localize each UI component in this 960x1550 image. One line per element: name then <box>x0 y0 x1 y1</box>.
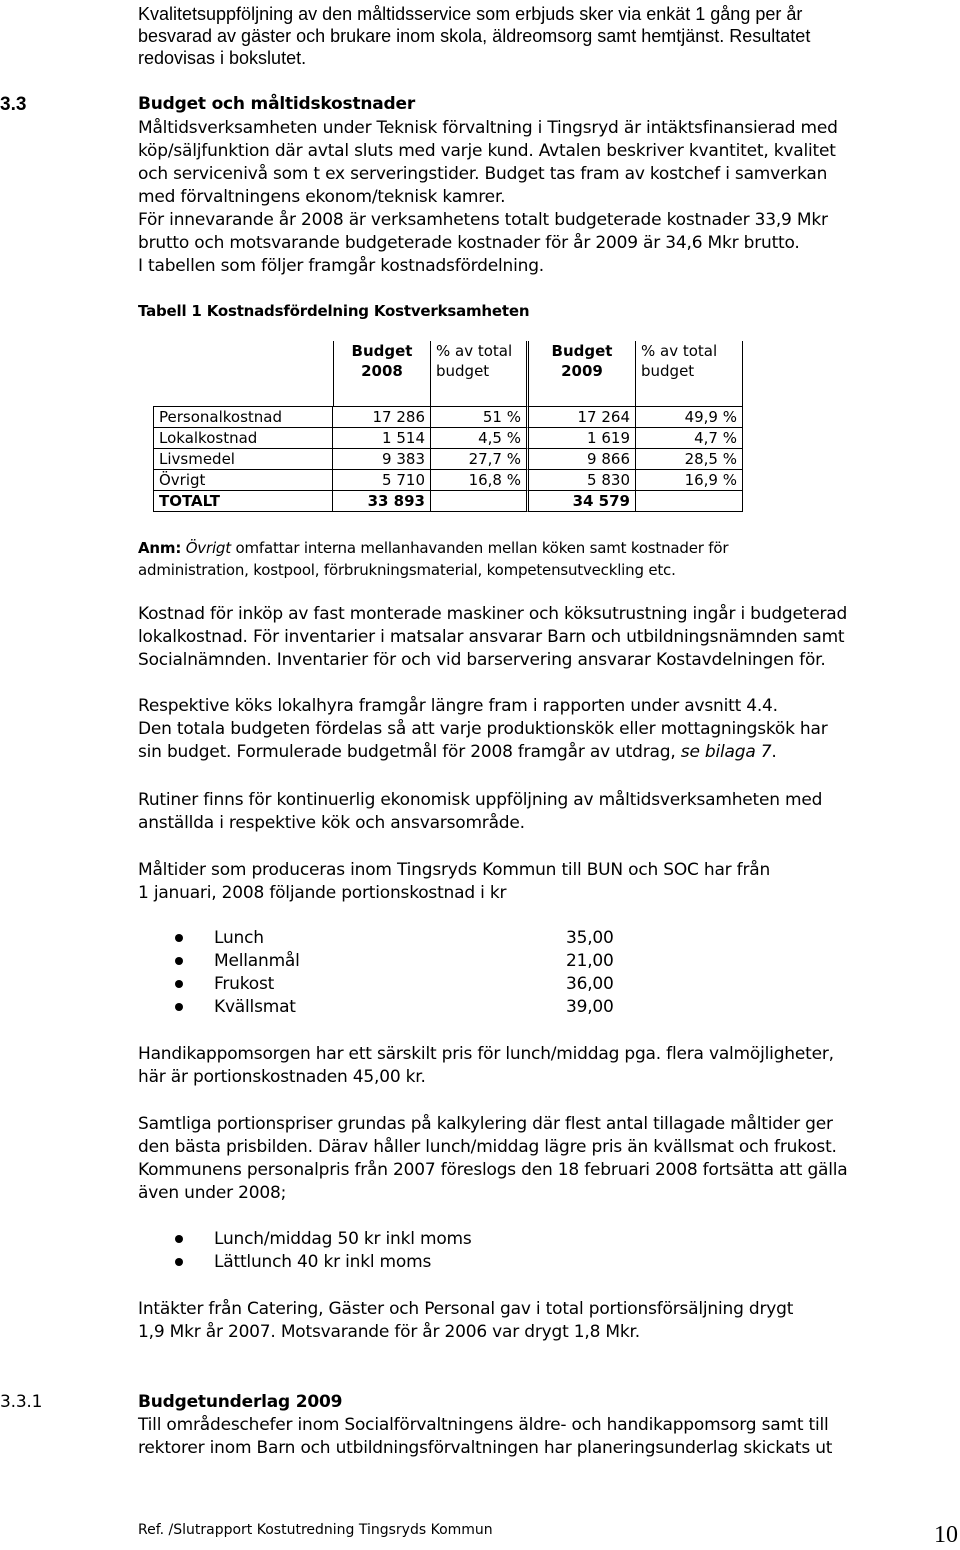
header-pct-2008: % av total budget <box>431 341 529 407</box>
body-line: 1 januari, 2008 följande portionskostnad i kr <box>138 883 507 903</box>
intro-line: Kvalitetsuppföljning av den måltidsservice som erbjuds sker via enkät 1 gång per år <box>138 4 803 24</box>
section-heading: Budget och måltidskostnader <box>138 94 416 114</box>
body-line: lokalkostnad. För inventarier i matsalar ansvarar Barn och utbildningsnämnden samt <box>138 627 845 647</box>
body-line: Samtliga portionspriser grundas på kalkylering där flest antal tillagade måltider ger <box>138 1114 833 1134</box>
body-line: Intäkter från Catering, Gäster och Personal gav i total portionsförsäljning drygt <box>138 1299 794 1319</box>
header-budget-2009: Budget 2009 <box>529 341 636 407</box>
body-line: Kommunens personalpris från 2007 föreslogs den 18 februari 2008 fortsätta att gälla <box>138 1160 848 1180</box>
cell-pct-2008: 51 % <box>431 407 529 428</box>
section-heading: Budgetunderlag 2009 <box>138 1392 343 1412</box>
table-row <box>153 449 743 470</box>
cell-budget-2008: 9 383 <box>333 449 431 470</box>
table-note <box>138 537 728 559</box>
body-line: Respektive köks lokalhyra framgår längre fram i rapporten under avsnitt 4.4. <box>138 696 778 716</box>
body-line: här är portionskostnaden 45,00 kr. <box>138 1067 426 1087</box>
body-line: anställda i respektive kök och ansvarsområde. <box>138 813 525 833</box>
portion-price: 21,00 <box>566 951 614 971</box>
body-line: och servicenivå som t ex serveringstider. Budget tas fram av kostchef i samverkan <box>138 164 828 184</box>
body-line: Måltider som produceras inom Tingsryds Kommun till BUN och SOC har från <box>138 860 771 880</box>
portion-name: Frukost <box>214 974 275 994</box>
row-label: Personalkostnad <box>153 407 333 428</box>
note-italic: Övrigt <box>185 539 231 557</box>
cell-pct-2009: 4,7 % <box>636 428 743 449</box>
body-line: rektorer inom Barn och utbildningsförvaltningen har planeringsunderlag skickats ut <box>138 1438 833 1458</box>
portion-name: Lunch <box>214 928 264 948</box>
portion-name: Kvällsmat <box>214 997 296 1017</box>
note-text: omfattar interna mellanhavanden mellan köken samt kostnader för <box>230 539 729 557</box>
list-item: Lättlunch 40 kr inkl moms <box>214 1252 432 1272</box>
row-label: Övrigt <box>153 470 333 491</box>
note-label: Anm: <box>138 539 182 557</box>
page-footer: Ref. /Slutrapport Kostutredning Tingsryds Kommun <box>138 1522 493 1538</box>
row-label: Livsmedel <box>153 449 333 470</box>
bullet-icon <box>175 957 183 965</box>
body-line: den bästa prisbilden. Därav håller lunch/middag lägre pris än kvällsmat och frukost. <box>138 1137 837 1157</box>
cell-pct-2009: 28,5 % <box>636 449 743 470</box>
cell-pct-2008 <box>431 491 529 512</box>
header-pct-2009: % av total budget <box>636 341 743 407</box>
body-line: I tabellen som följer framgår kostnadsfördelning. <box>138 256 545 276</box>
body-line: Rutiner finns för kontinuerlig ekonomisk uppföljning av måltidsverksamheten med <box>138 790 823 810</box>
body-line: Den totala budgeten fördelas så att varje produktionskök eller mottagningskök har <box>138 719 828 739</box>
row-label: TOTALT <box>153 491 333 512</box>
bilaga-reference: se bilaga 7 <box>680 742 772 762</box>
table-row <box>153 407 743 428</box>
section-number: 3.3 <box>0 94 27 115</box>
page-number: 10 <box>934 1522 958 1548</box>
portion-price: 39,00 <box>566 997 614 1017</box>
body-line: Måltidsverksamheten under Teknisk förvaltning i Tingsryd är intäktsfinansierad med <box>138 118 838 138</box>
cell-budget-2009: 1 619 <box>529 428 636 449</box>
body-line: även under 2008; <box>138 1183 287 1203</box>
body-line <box>138 741 777 764</box>
cell-pct-2008: 27,7 % <box>431 449 529 470</box>
bullet-icon <box>175 934 183 942</box>
body-line: För innevarande år 2008 är verksamhetens totalt budgeterade kostnader 33,9 Mkr <box>138 210 828 230</box>
text-span: . <box>771 742 777 762</box>
cell-pct-2009: 16,9 % <box>636 470 743 491</box>
body-line: Kostnad för inköp av fast monterade maskiner och köksutrustning ingår i budgeterad <box>138 604 848 624</box>
intro-line: besvarad av gäster och brukare inom skola, äldreomsorg samt hemtjänst. Resultatet <box>138 26 811 46</box>
bullet-icon <box>175 1003 183 1011</box>
table-caption: Tabell 1 Kostnadsfördelning Kostverksamheten <box>138 302 530 320</box>
cell-budget-2009: 5 830 <box>529 470 636 491</box>
cell-budget-2009: 34 579 <box>529 491 636 512</box>
table-row <box>153 428 743 449</box>
table-row <box>153 470 743 491</box>
cell-pct-2008: 4,5 % <box>431 428 529 449</box>
portion-price: 35,00 <box>566 928 614 948</box>
body-line: Handikappomsorgen har ett särskilt pris för lunch/middag pga. flera valmöjligheter, <box>138 1044 834 1064</box>
table-header-row <box>153 341 743 407</box>
body-line: med förvaltningens ekonom/teknisk kamrer. <box>138 187 506 207</box>
cell-budget-2008: 1 514 <box>333 428 431 449</box>
header-budget-2008: Budget 2008 <box>333 341 431 407</box>
cell-budget-2008: 33 893 <box>333 491 431 512</box>
body-line: köp/säljfunktion där avtal sluts med varje kund. Avtalen beskriver kvantitet, kvalitet <box>138 141 836 161</box>
intro-line: redovisas i bokslutet. <box>138 48 307 68</box>
body-line: Till områdeschefer inom Socialförvaltningens äldre- och handikappomsorg samt till <box>138 1415 829 1435</box>
bullet-icon <box>175 1235 183 1243</box>
body-line: 1,9 Mkr år 2007. Motsvarande för år 2006 var drygt 1,8 Mkr. <box>138 1322 640 1342</box>
text-span: sin budget. Formulerade budgetmål för 2008 framgår av utdrag, <box>138 742 681 762</box>
table-header-empty <box>153 341 333 407</box>
table-total-row <box>153 491 743 512</box>
list-item: Lunch/middag 50 kr inkl moms <box>214 1229 472 1249</box>
cost-table <box>153 341 743 512</box>
cell-budget-2009: 17 264 <box>529 407 636 428</box>
portion-price: 36,00 <box>566 974 614 994</box>
portion-name: Mellanmål <box>214 951 300 971</box>
cell-budget-2008: 5 710 <box>333 470 431 491</box>
cell-budget-2008: 17 286 <box>333 407 431 428</box>
cell-pct-2009: 49,9 % <box>636 407 743 428</box>
body-line: Socialnämnden. Inventarier för och vid barservering ansvarar Kostavdelningen för. <box>138 650 826 670</box>
cell-budget-2009: 9 866 <box>529 449 636 470</box>
section-number: 3.3.1 <box>0 1392 43 1412</box>
table-note-line: administration, kostpool, förbrukningsmaterial, kompetensutveckling etc. <box>138 561 676 579</box>
body-line: brutto och motsvarande budgeterade kostnader för år 2009 är 34,6 Mkr brutto. <box>138 233 800 253</box>
bullet-icon <box>175 1258 183 1266</box>
row-label: Lokalkostnad <box>153 428 333 449</box>
cell-pct-2008: 16,8 % <box>431 470 529 491</box>
bullet-icon <box>175 980 183 988</box>
cell-pct-2009 <box>636 491 743 512</box>
